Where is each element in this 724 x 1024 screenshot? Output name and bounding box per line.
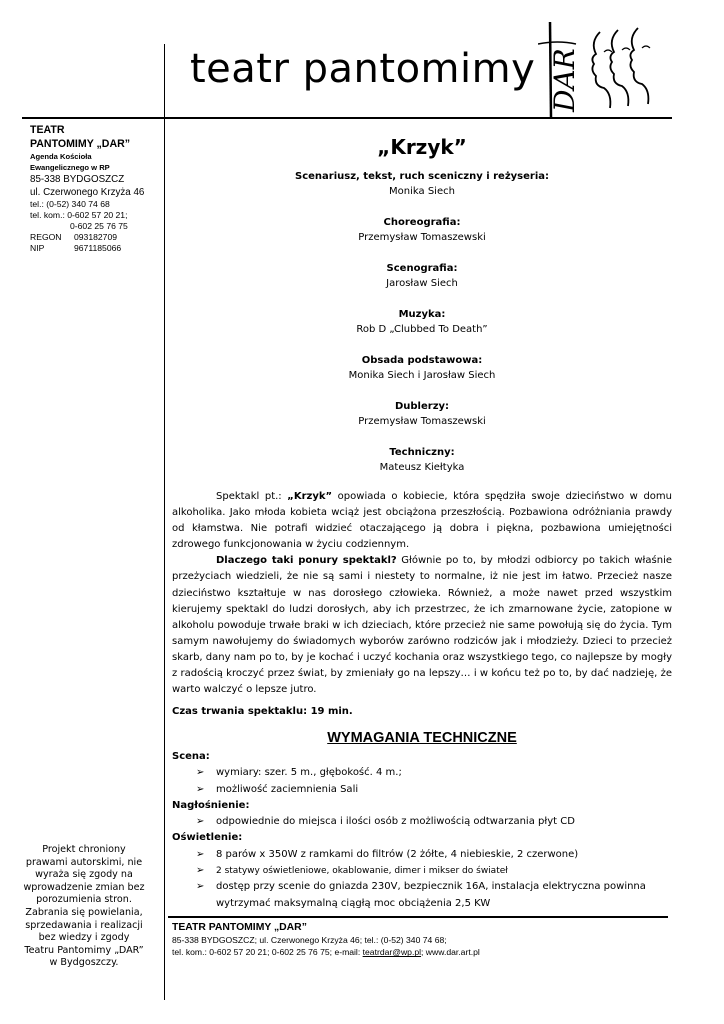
credit-role: Choreografia:: [383, 217, 461, 228]
mobile-1: tel. kom.: 0-602 57 20 21;: [30, 210, 128, 220]
city: 85-338 BYDGOSZCZ: [30, 174, 125, 185]
notice-line: Zabrania się powielania,: [25, 906, 143, 918]
credit-name: Przemysław Tomaszewski: [358, 415, 486, 427]
credit-role: Muzyka:: [398, 309, 446, 320]
credit-block: [172, 262, 672, 291]
nip-label: NIP: [30, 243, 45, 253]
credit-block: [172, 446, 672, 475]
credit-block: [172, 354, 672, 383]
list-item: [172, 814, 672, 830]
regon-label: REGON: [30, 232, 62, 242]
credit-block: [172, 308, 672, 337]
notice-line: bez wiedzy i zgody: [38, 932, 130, 944]
nip-row: [30, 243, 160, 254]
description-paragraph-2: [172, 553, 672, 698]
para1-lead: Spektakl pt.:: [216, 491, 288, 502]
list-item-text: możliwość zaciemnienia Sali: [216, 783, 359, 795]
copyright-notice: [22, 844, 146, 970]
notice-line: Teatru Pantomimy „DAR”: [24, 944, 144, 956]
arrow-bullet-icon: ➢: [196, 783, 205, 795]
agenda-line2: Ewangelicznego w RP: [30, 163, 110, 172]
para1-title: „Krzyk”: [287, 491, 333, 502]
description-paragraph-1: [172, 489, 672, 553]
logo-mark-text: DAR: [548, 48, 581, 112]
footer-contact: [172, 946, 672, 958]
notice-line: sprzedawania i realizacji: [25, 919, 143, 931]
footer-address: 85-338 BYDGOSZCZ; ul. Czerwonego Krzyża 46; tel.: (0-52) 340 74 68;: [172, 935, 447, 946]
para2-body: Głównie po to, by młodzi odbiorcy po takich właśnie przeżyciach wiedzieli, że nie są sami i niestety to normalne, iż nie jest im łatwo. Przecież nasze dzieciństwo kształtuje w nas dorosłego człowieka. Również, a może nawet przed wszystkim kierujemy spektakl do ludzi dorosłych, aby ich przestrzec, że ich zmarnowane życie, zatopione w alkoholu powoduje trwałe braki w ich dzieciach, które przecież nie same powołują się do życia. Tym samym nawołujemy do świadomych wyborów zarówno rodziców jak i młodzieży. Dzieci to przecież skarb, dany nam po to, by je kochać i uczyć kochania oraz wszystkiego tego, co najlepsze by mogły z radością kroczyć przez świat, by zmieniały go na lepszy… i w końcu też po to, by dać nadzieję, że warto walczyć o lepsze jutro.: [172, 555, 672, 696]
para2-question: Dlaczego taki ponury spektakl?: [216, 555, 397, 567]
notice-line: w Bydgoszczy.: [49, 957, 119, 969]
vertical-divider: [164, 44, 165, 1000]
sound-heading: Nagłośnienie:: [172, 799, 250, 811]
phone: tel.: (0-52) 340 74 68: [30, 199, 110, 209]
light-heading: Oświetlenie:: [172, 832, 243, 844]
list-item: [172, 879, 672, 912]
duration: Czas trwania spektaklu: 19 min.: [172, 706, 353, 717]
arrow-bullet-icon: ➢: [196, 767, 205, 779]
notice-line: wyraża się zgody na: [35, 869, 133, 881]
footer-title: TEATR PANTOMIMY „DAR”: [172, 922, 307, 933]
requirements-title: WYMAGANIA TECHNICZNE: [327, 730, 517, 746]
notice-line: prawami autorskimi, nie: [25, 856, 143, 868]
org-name-line1: TEATR: [30, 124, 65, 136]
list-item-text: wymiary: szer. 5 m., głębokość. 4 m.;: [216, 767, 402, 779]
dar-logo-icon: [538, 22, 668, 122]
list-item-text: odpowiednie do miejsca i ilości osób z możliwością odtwarzania płyt CD: [216, 816, 575, 828]
list-item-text: 8 parów x 350W z ramkami do filtrów (2 żółte, 4 niebieskie, 2 czerwone): [216, 848, 579, 860]
credit-name: Mateusz Kiełtyka: [379, 461, 465, 473]
credit-role: Scenografia:: [386, 263, 458, 274]
org-name-line2: PANTOMIMY „DAR”: [30, 138, 131, 150]
footer-phones: tel. kom.: 0-602 57 20 21; 0-602 25 76 75; e-mail:: [172, 947, 363, 958]
street: ul. Czerwonego Krzyża 46: [30, 187, 145, 198]
notice-line: wprowadzenie zmian bez: [23, 881, 145, 893]
credit-role: Obsada podstawowa:: [361, 355, 483, 366]
scene-heading: Scena:: [172, 751, 210, 762]
credit-name: Przemysław Tomaszewski: [358, 231, 486, 243]
credit-block: [172, 170, 672, 199]
list-item: [172, 863, 672, 879]
para1-body: opowiada o kobiecie, która spędziła swoje dzieciństwo w domu alkoholika. Jako młoda kobieta wciąż jest obciążona przeszłością. Pozbawiona odróżniania prawdy od kłamstwa. Nie potrafi widzieć otaczającego ją dobra i piękna, pozbawiona umiejętności zdrowego funkcjonowania w życiu codziennym.: [172, 491, 672, 551]
notice-line: Projekt chroniony: [42, 844, 126, 855]
footer-divider: [168, 916, 668, 918]
nip-value: 9671185066: [74, 243, 122, 253]
credit-name: Monika Siech i Jarosław Siech: [348, 369, 496, 381]
footer-website: ; www.dar.art.pl: [421, 947, 480, 958]
logo-text: teatr pantomimy: [190, 46, 536, 92]
list-item: [172, 782, 672, 798]
list-item-text: dostęp przy scenie do gniazda 230V, bezpiecznik 16A, instalacja elektryczna powinna wytrzymać maksymalną ciągłą moc obciążenia 2,5 KW: [216, 881, 646, 909]
arrow-bullet-icon: ➢: [196, 881, 205, 893]
requirements-list: [172, 749, 672, 912]
arrow-bullet-icon: ➢: [196, 816, 205, 828]
credit-name: Rob D „Clubbed To Death”: [356, 323, 488, 335]
notice-line: porozumienia stron.: [36, 894, 132, 906]
credit-role: Scenariusz, tekst, ruch sceniczny i reżyseria:: [295, 171, 549, 182]
arrow-bullet-icon: ➢: [196, 865, 205, 877]
credit-name: Monika Siech: [389, 185, 455, 197]
footer: [172, 922, 672, 959]
credit-role: Dublerzy:: [394, 401, 450, 412]
regon-value: 093182709: [74, 232, 118, 242]
credit-block: [172, 216, 672, 245]
list-item-text: 2 statywy oświetleniowe, okablowanie, dimer i mikser do świateł: [216, 866, 508, 877]
main-content: [172, 132, 672, 492]
regon-row: [30, 232, 160, 243]
email-link[interactable]: teatrdar@wp.pl: [362, 947, 422, 958]
mobile-2: 0-602 25 76 75: [70, 221, 128, 231]
page-title: „Krzyk”: [377, 135, 467, 159]
credit-block: [172, 400, 672, 429]
arrow-bullet-icon: ➢: [196, 848, 205, 860]
agenda-line1: Agenda Kościoła: [30, 152, 92, 161]
credit-name: Jarosław Siech: [386, 277, 458, 289]
list-item: [172, 847, 672, 863]
description: [172, 489, 672, 698]
list-item: [172, 765, 672, 781]
credit-role: Techniczny:: [389, 447, 455, 458]
sidebar-address: [30, 123, 160, 254]
